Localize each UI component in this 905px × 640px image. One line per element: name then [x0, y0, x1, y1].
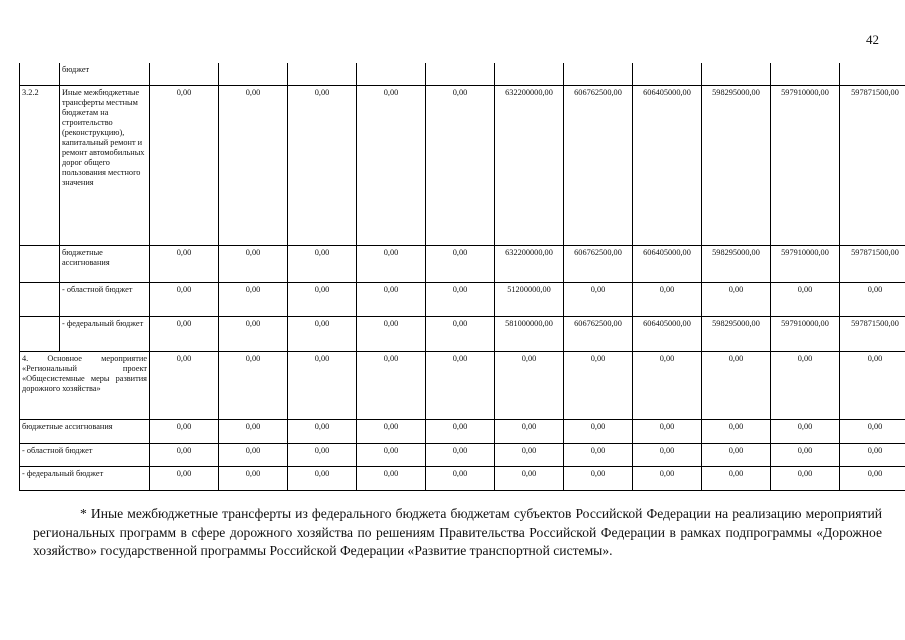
value-cell: 0,00 [426, 85, 495, 245]
value-cell: 0,00 [357, 85, 426, 245]
value-cell: 0,00 [288, 466, 357, 490]
value-cell: 0,00 [426, 419, 495, 443]
value-cell: 0,00 [564, 351, 633, 419]
value-cell: 0,00 [771, 351, 840, 419]
row-number-cell [20, 316, 60, 351]
value-cell: 0,00 [633, 443, 702, 466]
row-label-cell: - областной бюджет [20, 443, 150, 466]
value-cell: 0,00 [840, 466, 905, 490]
value-cell: 597871500,00 [840, 85, 905, 245]
value-cell: 0,00 [564, 282, 633, 316]
value-cell: 0,00 [288, 443, 357, 466]
value-cell: 0,00 [633, 419, 702, 443]
value-cell: 0,00 [702, 443, 771, 466]
value-cell [288, 63, 357, 85]
value-cell: 597871500,00 [840, 245, 905, 282]
value-cell: 0,00 [426, 316, 495, 351]
value-cell: 0,00 [288, 282, 357, 316]
row-number-cell: 3.2.2 [20, 85, 60, 245]
value-cell [702, 63, 771, 85]
value-cell: 0,00 [840, 419, 905, 443]
value-cell: 0,00 [150, 316, 219, 351]
value-cell: 606405000,00 [633, 316, 702, 351]
value-cell: 0,00 [219, 316, 288, 351]
row-number-cell [20, 282, 60, 316]
table-row [20, 282, 905, 316]
value-cell: 0,00 [357, 443, 426, 466]
footnote: * Иные межбюджетные трансферты из федерального бюджета бюджетам субъектов Российской Федерации на реализацию мероприятий региональных программ в сфере дорожного хозяйства по решениям Правительства Российской Федерации в рамках подпрограммы «Дорожное хозяйство» государственной программы Российской Федерации «Развитие транспортной системы». [33, 506, 882, 558]
value-cell: 0,00 [564, 466, 633, 490]
value-cell: 0,00 [771, 466, 840, 490]
value-cell: 0,00 [219, 466, 288, 490]
value-cell: 0,00 [288, 316, 357, 351]
value-cell: 0,00 [288, 351, 357, 419]
value-cell: 0,00 [840, 282, 905, 316]
value-cell [840, 63, 905, 85]
value-cell: 0,00 [357, 316, 426, 351]
value-cell: 0,00 [771, 443, 840, 466]
row-number-cell [20, 63, 60, 85]
table-row [20, 351, 905, 419]
value-cell: 0,00 [150, 419, 219, 443]
value-cell: 0,00 [288, 245, 357, 282]
value-cell: 0,00 [426, 351, 495, 419]
value-cell: 0,00 [426, 443, 495, 466]
value-cell: 0,00 [495, 443, 564, 466]
value-cell: 0,00 [219, 85, 288, 245]
value-cell: 0,00 [150, 245, 219, 282]
value-cell: 0,00 [771, 419, 840, 443]
row-label-cell: Иные межбюджетные трансферты местным бюджетам на строительство (реконструкцию), капитальный ремонт и ремонт автомобильных дорог общего пользования местного значения [60, 85, 150, 245]
value-cell [564, 63, 633, 85]
row-label-cell: - федеральный бюджет [20, 466, 150, 490]
value-cell: 606762500,00 [564, 316, 633, 351]
table-row [20, 419, 905, 443]
value-cell: 597871500,00 [840, 316, 905, 351]
value-cell: 0,00 [840, 443, 905, 466]
value-cell: 0,00 [633, 351, 702, 419]
value-cell: 0,00 [288, 85, 357, 245]
value-cell: 0,00 [633, 466, 702, 490]
value-cell: 0,00 [702, 282, 771, 316]
value-cell: 0,00 [150, 282, 219, 316]
value-cell: 0,00 [357, 245, 426, 282]
value-cell [633, 63, 702, 85]
value-cell: 0,00 [288, 419, 357, 443]
value-cell: 0,00 [426, 245, 495, 282]
value-cell [495, 63, 564, 85]
value-cell: 0,00 [357, 419, 426, 443]
value-cell: 581000000,00 [495, 316, 564, 351]
value-cell [357, 63, 426, 85]
row-label-cell: бюджетные ассигнования [20, 419, 150, 443]
value-cell: 598295000,00 [702, 85, 771, 245]
row-label-cell: - федеральный бюджет [60, 316, 150, 351]
value-cell: 0,00 [495, 351, 564, 419]
row-label-cell: бюджет [60, 63, 150, 85]
value-cell: 597910000,00 [771, 316, 840, 351]
value-cell: 0,00 [426, 282, 495, 316]
table-row [20, 63, 905, 85]
value-cell: 632200000,00 [495, 245, 564, 282]
value-cell: 606405000,00 [633, 85, 702, 245]
table-row [20, 85, 905, 245]
value-cell [771, 63, 840, 85]
value-cell: 0,00 [495, 419, 564, 443]
value-cell: 606762500,00 [564, 85, 633, 245]
value-cell: 598295000,00 [702, 316, 771, 351]
value-cell: 0,00 [426, 466, 495, 490]
value-cell: 597910000,00 [771, 85, 840, 245]
value-cell: 0,00 [357, 466, 426, 490]
row-label-cell: бюджетные ассигнования [60, 245, 150, 282]
value-cell: 0,00 [219, 443, 288, 466]
value-cell: 0,00 [219, 245, 288, 282]
value-cell: 0,00 [357, 282, 426, 316]
budget-table [19, 63, 905, 491]
value-cell: 0,00 [840, 351, 905, 419]
value-cell: 0,00 [150, 466, 219, 490]
table-row [20, 316, 905, 351]
row-label-cell: 4. Основное мероприятие «Региональный проект «Общесистемные меры развития дорожного хозяйства» [20, 351, 150, 419]
value-cell: 632200000,00 [495, 85, 564, 245]
value-cell [219, 63, 288, 85]
value-cell: 0,00 [219, 351, 288, 419]
value-cell: 0,00 [564, 443, 633, 466]
value-cell: 0,00 [702, 466, 771, 490]
value-cell: 0,00 [150, 443, 219, 466]
value-cell: 597910000,00 [771, 245, 840, 282]
value-cell: 0,00 [702, 351, 771, 419]
row-label-cell: - областной бюджет [60, 282, 150, 316]
value-cell: 0,00 [564, 419, 633, 443]
value-cell: 51200000,00 [495, 282, 564, 316]
value-cell: 606405000,00 [633, 245, 702, 282]
value-cell: 0,00 [771, 282, 840, 316]
value-cell: 0,00 [219, 282, 288, 316]
value-cell: 0,00 [702, 419, 771, 443]
value-cell [426, 63, 495, 85]
value-cell: 0,00 [633, 282, 702, 316]
value-cell: 0,00 [219, 419, 288, 443]
page-number: 42 [866, 32, 879, 47]
table-row [20, 443, 905, 466]
value-cell: 0,00 [150, 85, 219, 245]
value-cell: 606762500,00 [564, 245, 633, 282]
value-cell: 598295000,00 [702, 245, 771, 282]
value-cell: 0,00 [357, 351, 426, 419]
value-cell [150, 63, 219, 85]
row-number-cell [20, 245, 60, 282]
table-row [20, 466, 905, 490]
value-cell: 0,00 [150, 351, 219, 419]
value-cell: 0,00 [495, 466, 564, 490]
table-row [20, 245, 905, 282]
